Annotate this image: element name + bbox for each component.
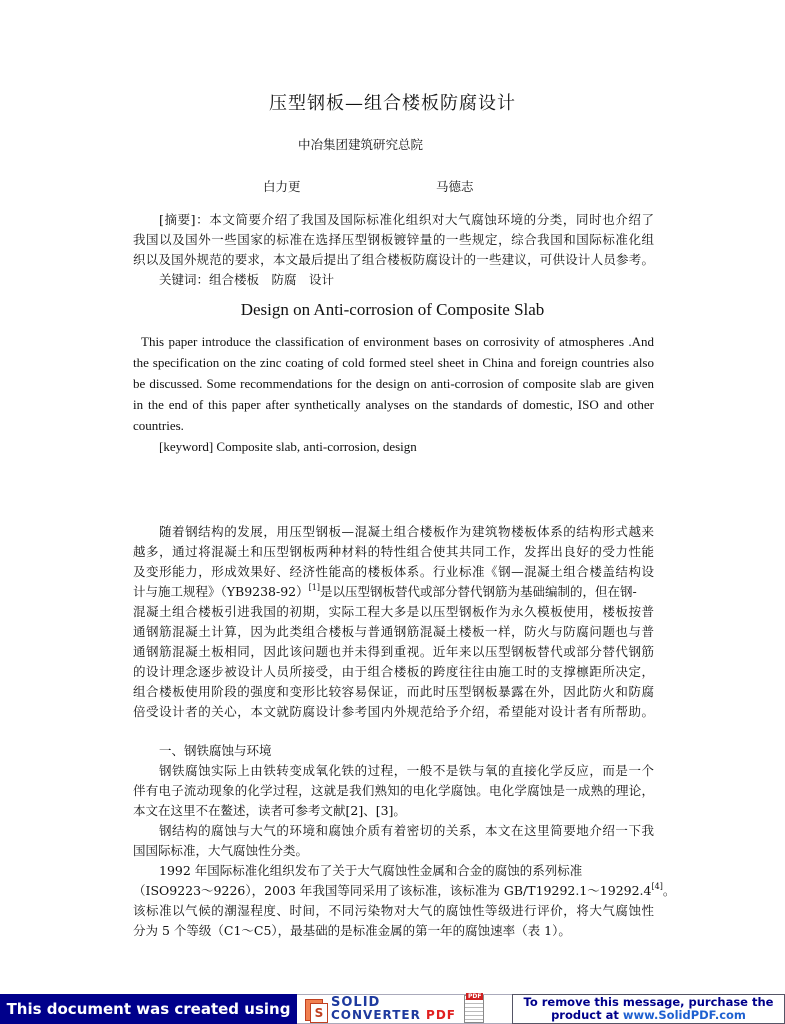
- abstract-cn: [133, 210, 654, 290]
- banner-purchase-message: [512, 994, 785, 1024]
- author-2: 马德志: [436, 179, 474, 194]
- section-1: [133, 741, 676, 941]
- body-line: 越多，通过将混凝土和压型钢板两种材料的特性组合使其共同工作，发挥出良好的受力性能: [133, 544, 654, 559]
- abstract-en-line: countries.: [133, 418, 184, 433]
- abstract-cn-line: 我国以及国外一些国家的标准在选择压型钢板镀锌量的一些规定，综合我国和国际标准化组: [133, 232, 654, 247]
- body-line: 混凝土组合楼板引进我国的初期，实际工程大多是以压型钢板作为永久模板使用，楼板按普: [133, 604, 654, 619]
- section-heading: 一、钢铁腐蚀与环境: [159, 743, 272, 758]
- purchase-line-1: To remove this message, purchase the: [523, 995, 774, 1009]
- body-line: 伴有电子流动现象的化学过程，这就是我们熟知的电化学腐蚀。电化学腐蚀是一成熟的理论，: [133, 783, 654, 798]
- body-line: 分为 5 个等级（C1～C5），最基础的是标准金属的第一年的腐蚀速率（表 1）。: [133, 923, 571, 938]
- logo-text: [331, 997, 456, 1021]
- body-line: 通钢筋混凝土计算，因为此类组合楼板与普通钢筋混凝土楼板一样，防火与防腐问题也与普: [133, 624, 654, 639]
- body-line: 随着钢结构的发展，用压型钢板—混凝土组合楼板作为建筑物楼板体系的结构形式越来: [159, 524, 654, 539]
- body-line: 本文在这里不在鳌述，读者可参考文献[2]、[3]。: [133, 803, 406, 818]
- body-line: 通钢筋混凝土板相同，因此该问题也并未得到重视。近年来以压型钢板替代或部分替代钢筋: [133, 644, 654, 659]
- logo-pdf: PDF: [426, 1008, 456, 1022]
- body-line: 的设计理念逐步被设计人员所接受，由于组合楼板的跨度往往由施工时的支撑檩距所决定，: [133, 664, 654, 679]
- solid-logo-icon: S: [305, 997, 327, 1021]
- watermark-banner: [0, 994, 785, 1024]
- body-line: 该标准以气候的潮湿程度、时间，不同污染物对大气的腐蚀性等级进行评价，将大气腐蚀性: [133, 903, 654, 918]
- body-line: 及变形能力，形成效果好、经济性能高的楼板体系。行业标准《钢—混凝土组合楼盖结构设: [133, 564, 654, 579]
- body-line-with-ref: [133, 582, 654, 602]
- body-text: 计与施工规程》（YB9238-92）: [133, 584, 309, 599]
- abstract-en-line: in the end of this paper after synthetically analyses on the standards of domestic, ISO and other: [133, 397, 654, 412]
- body-line: 钢结构的腐蚀与大气的环境和腐蚀介质有着密切的关系，本文在这里简要地介绍一下我: [159, 823, 654, 838]
- keywords-en: [keyword] Composite slab, anti-corrosion, design: [159, 439, 417, 454]
- banner-created-text: This document was created using: [6, 1000, 291, 1018]
- body-line-with-ref: [133, 881, 676, 901]
- body-text: （ISO9223～9226），2003 年我国等同采用了该标准，该标准为 GB/T19292.1～19292.4: [133, 883, 652, 898]
- abstract-en-line: be discussed. Some recommendations for the design on anti-corrosion of composite slab are given: [133, 376, 654, 391]
- logo-converter: CONVERTER PDF: [331, 1008, 456, 1022]
- abstract-en: [133, 331, 654, 457]
- logo-solid: SOLID: [331, 995, 381, 1010]
- body-text: 。: [662, 883, 676, 898]
- citation-ref[interactable]: [1]: [308, 583, 320, 592]
- body-text: 是以压型钢板替代或部分替代钢筋为基础编制的，但在钢-: [319, 584, 637, 599]
- purchase-line-2: product at www.SolidPDF.com: [551, 1008, 746, 1022]
- body-line: 国国际标准，大气腐蚀性分类。: [133, 843, 309, 858]
- author-1: 白力更: [263, 179, 301, 194]
- body-line: 1992 年国际标准化组织发布了关于大气腐蚀性金属和合金的腐蚀的系列标准: [159, 863, 583, 878]
- solidpdf-link[interactable]: www.SolidPDF.com: [622, 1008, 746, 1022]
- intro-paragraph: [133, 522, 654, 722]
- citation-ref[interactable]: [4]: [651, 882, 663, 891]
- solid-converter-logo[interactable]: [297, 994, 512, 1024]
- body-line: 组合楼板使用阶段的强度和变形比较容易保证，而此时压型钢板暴露在外，因此防火和防腐: [133, 684, 654, 699]
- body-line: 倍受设计者的关心，本文就防腐设计参考国内外规范给予介绍，希望能对设计者有所帮助。: [133, 704, 654, 719]
- abstract-cn-line: 织以及国外规范的要求，本文最后提出了组合楼板防腐设计的一些建议，可供设计人员参考。: [133, 252, 654, 267]
- abstract-en-line: the specification on the zinc coating of cold formed steel sheet in China and foreign countries also: [133, 355, 654, 370]
- document-title-en: Design on Anti-corrosion of Composite Slab: [240, 300, 545, 319]
- abstract-cn-line: [摘要]：本文简要介绍了我国及国际标准化组织对大气腐蚀环境的分类，同时也介绍了: [159, 212, 654, 227]
- banner-left: [0, 994, 297, 1024]
- document-title-cn: 压型钢板—组合楼板防腐设计: [269, 93, 516, 114]
- affiliation: 中冶集团建筑研究总院: [298, 137, 424, 152]
- pdf-document-icon: [464, 995, 484, 1023]
- keywords-cn: 关键词：组合楼板 防腐 设计: [159, 272, 335, 287]
- abstract-en-line: This paper introduce the classification of environment bases on corrosivity of atmospheres .And: [141, 334, 654, 349]
- body-line: 钢铁腐蚀实际上由铁转变成氧化铁的过程，一般不是铁与氧的直接化学反应，而是一个: [159, 763, 654, 778]
